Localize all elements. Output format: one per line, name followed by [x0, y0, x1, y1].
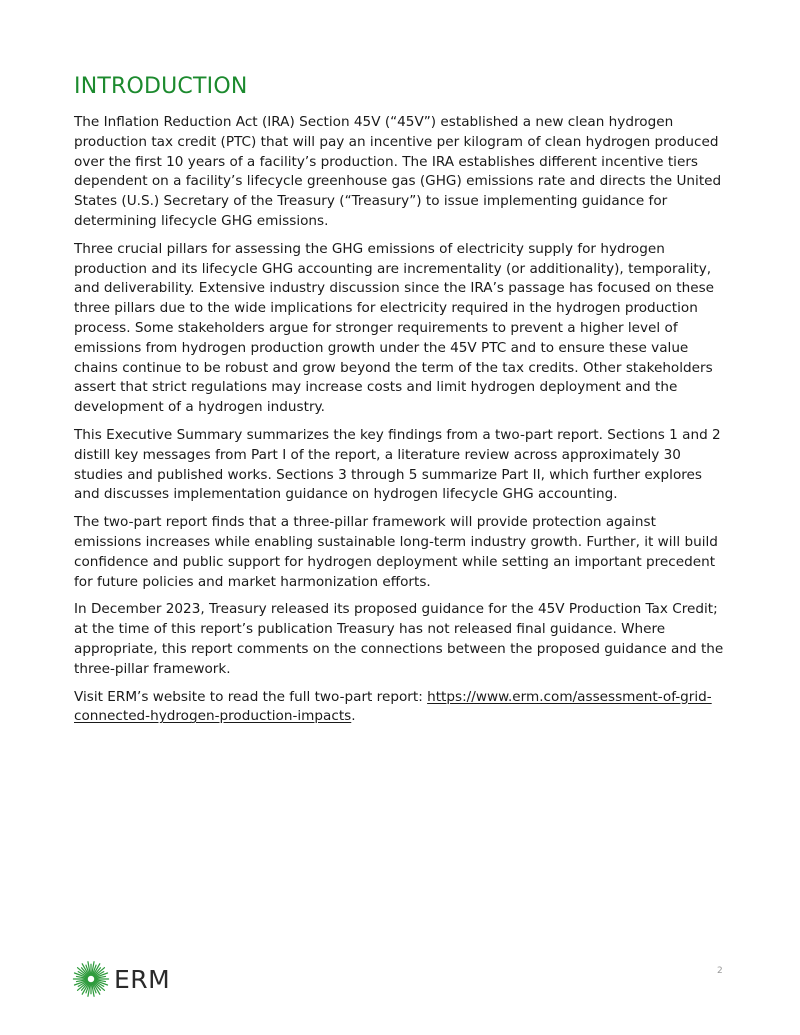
paragraph-treasury-guidance: In December 2023, Treasury released its proposed guidance for the 45V Production Tax Credit; at the time of this report’s publication Treasury has not released final guidance. Where appropriate, this report comments on the connections between the proposed guidance and the three-pillar framework.: [74, 601, 724, 677]
paragraph-report-findings: The two-part report finds that a three-pillar framework will provide protection against emissions increases while enabling sustainable long-term industry growth. Further, it will build confidence and public support for hydrogen deployment while setting an important precedent for future policies and market harmonization efforts.: [74, 514, 718, 590]
paragraph-executive-summary: This Executive Summary summarizes the key findings from a two-part report. Sections 1 and 2 distill key messages from Part I of the report, a literature review across approximately 30 studies and published works. Sections 3 through 5 summarize Part II, which further explores and discusses implementation guidance on hydrogen lifecycle GHG accounting.: [74, 426, 721, 503]
visit-suffix: .: [351, 708, 356, 725]
paragraph-visit-website: [74, 688, 724, 728]
visit-prefix: Visit ERM’s website to read the full two-part report:: [74, 688, 428, 705]
page-number: 2: [717, 966, 723, 976]
section-heading: INTRODUCTION: [74, 74, 248, 99]
paragraph-ira-45v: The Inflation Reduction Act (IRA) Section 45V (“45V”) established a new clean hydrogen production tax credit (PTC) that will pay an incentive per kilogram of clean hydrogen produced over the first 10 years of a facility’s production. The IRA establishes different incentive tiers dependent on a facility’s lifecycle greenhouse gas (GHG) emissions rate and directs the United States (U.S.) Secretary of the Treasury (“Treasury”) to issue implementing guidance for determining lifecycle GHG emissions.: [74, 114, 722, 229]
body-text: [74, 113, 724, 735]
erm-logo: [72, 960, 170, 998]
erm-sunburst-icon: [72, 960, 110, 998]
logo-text: ERM: [114, 964, 171, 994]
paragraph-three-pillars: Three crucial pillars for assessing the GHG emissions of electricity supply for hydrogen production and its lifecycle GHG accounting are incrementality (or additionality), temporality, and deliverability. Extensive industry discussion since the IRA’s passage has focused on these three pillars due to the wide implications for electricity required in the hydrogen production process. Some stakeholders argue for stronger requirements to prevent a higher level of emissions from hydrogen production growth under the 45V PTC and to ensure these value chains continue to be robust and grow beyond the term of the tax credits. Other stakeholders assert that strict regulations may increase costs and limit hydrogen deployment and the development of a hydrogen industry.: [74, 240, 715, 416]
report-link[interactable]: https://www.erm.com/assessment-of-grid-connected-hydrogen-production-impacts: [74, 688, 712, 725]
